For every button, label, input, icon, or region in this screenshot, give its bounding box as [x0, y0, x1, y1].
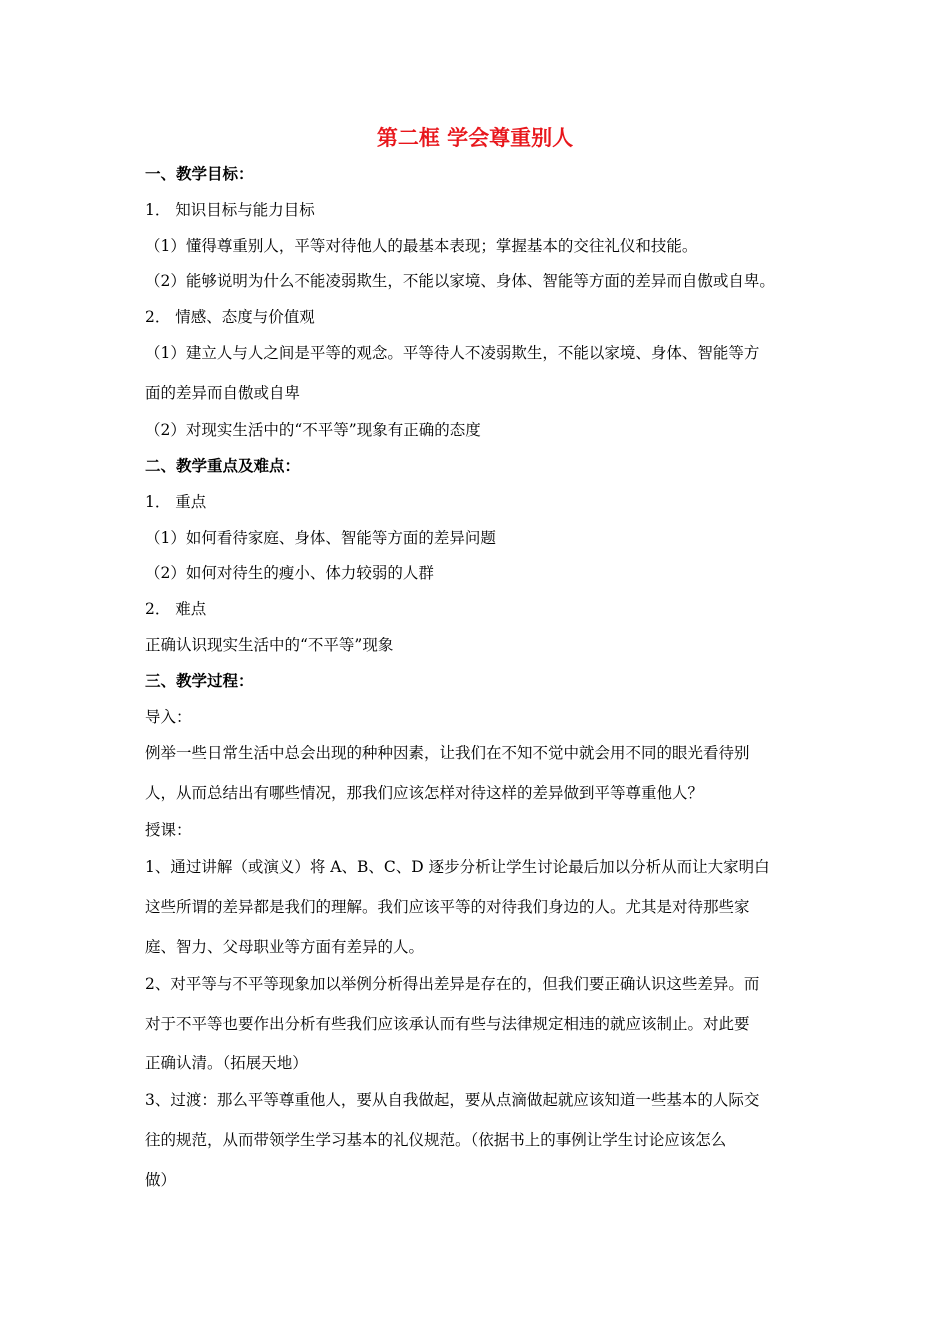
text-line: 对于不平等也要作出分析有些我们应该承认而有些与法律规定相违的就应该制止。对此要: [145, 1015, 750, 1033]
text-line: （2）对现实生活中的“不平等”现象有正确的态度: [145, 421, 481, 439]
text-line: 1． 重点: [145, 493, 207, 511]
text-line: （1）懂得尊重别人，平等对待他人的最基本表现；掌握基本的交往礼仪和技能。: [145, 237, 698, 255]
text-line: 做）: [145, 1171, 177, 1189]
text-line: 2． 难点: [145, 600, 207, 618]
text-line: 3、过渡：那么平等尊重他人，要从自我做起，要从点滴做起就应该知道一些基本的人际交: [145, 1091, 760, 1109]
text-line: 庭、智力、父母职业等方面有差异的人。: [145, 938, 425, 956]
text-line: 正确认清。（拓展天地）: [145, 1054, 308, 1072]
text-line: 导入：: [145, 708, 192, 726]
text-line: 例举一些日常生活中总会出现的种种因素，让我们在不知不觉中就会用不同的眼光看待别: [145, 744, 750, 762]
page-title: 第二框 学会尊重别人: [376, 126, 574, 150]
text-line: （1）如何看待家庭、身体、智能等方面的差异问题: [145, 529, 496, 547]
text-line: 往的规范，从而带领学生学习基本的礼仪规范。（依据书上的事例让学生讨论应该怎么: [145, 1131, 727, 1149]
text-line: 1、通过讲解（或演义）将 A、B、C、D 逐步分析让学生讨论最后加以分析从而让大家明白: [145, 858, 770, 876]
text-line: （1）建立人与人之间是平等的观念。平等待人不凌弱欺生，不能以家境、身体、智能等方: [145, 344, 760, 362]
text-line: 授课：: [145, 821, 192, 839]
text-line: 1． 知识目标与能力目标: [145, 201, 315, 219]
text-line: 正确认识现实生活中的“不平等”现象: [145, 636, 394, 654]
section-heading-objectives: 一、教学目标：: [145, 165, 254, 183]
section-heading-keypoints: 二、教学重点及难点：: [145, 457, 301, 475]
text-line: 面的差异而自傲或自卑: [145, 384, 301, 402]
text-line: （2）如何对待生的瘦小、体力较弱的人群: [145, 564, 434, 582]
text-line: （2）能够说明为什么不能凌弱欺生，不能以家境、身体、智能等方面的差异而自傲或自卑。: [145, 272, 775, 290]
text-line: 2、对平等与不平等现象加以举例分析得出差异是存在的，但我们要正确认识这些差异。而: [145, 975, 760, 993]
section-heading-process: 三、教学过程：: [145, 672, 254, 690]
text-line: 人，从而总结出有哪些情况，那我们应该怎样对待这样的差异做到平等尊重他人？: [145, 784, 704, 802]
text-line: 2． 情感、态度与价值观: [145, 308, 315, 326]
text-line: 这些所谓的差异都是我们的理解。我们应该平等的对待我们身边的人。尤其是对待那些家: [145, 898, 750, 916]
